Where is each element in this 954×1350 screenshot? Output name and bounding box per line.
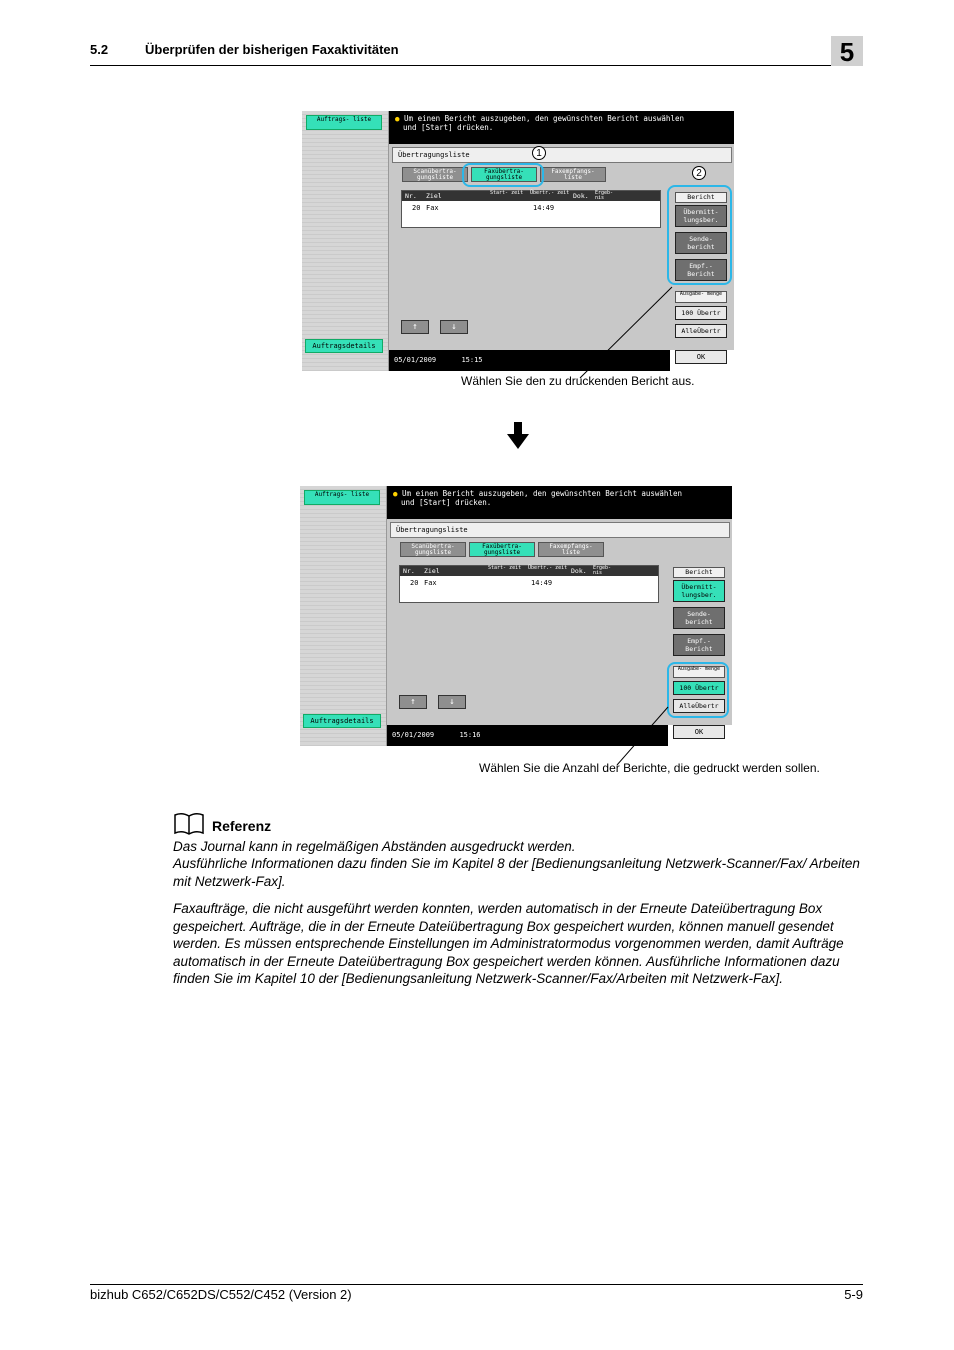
message-line-1: Um einen Bericht auszugeben, den gewünschten Bericht auswählen [404, 114, 684, 123]
footer-product: bizhub C652/C652DS/C552/C452 (Version 2) [90, 1287, 352, 1302]
col-ergebnis: Ergeb- nis [593, 565, 612, 576]
reference-line-1: Das Journal kann in regelmäßigen Abständen ausgedruckt werden. [173, 839, 576, 854]
send-report-button[interactable]: Sende- bericht [675, 232, 727, 254]
message-line-1: Um einen Bericht auszugeben, den gewünschten Bericht auswählen [402, 489, 682, 498]
message-line-2: und [Start] drücken. [401, 498, 492, 507]
cell-time: 14:49 [533, 204, 555, 212]
job-list-button[interactable]: Auftrags- liste [304, 490, 380, 505]
book-icon [173, 811, 205, 837]
output-all-button[interactable]: AlleÜbertr [675, 324, 727, 338]
tab-fax-transmission-list[interactable]: Faxübertra- gungsliste [469, 542, 535, 557]
col-ergebnis: Ergeb- nis [595, 190, 614, 201]
receive-report-button[interactable]: Empf.- Bericht [673, 634, 725, 656]
tab-fax-transmission-list[interactable]: Faxübertra- gungsliste [471, 167, 537, 182]
send-report-button[interactable]: Sende- bericht [673, 607, 725, 629]
output-quantity-label: Ausgabe- menge [673, 666, 725, 678]
receive-report-button[interactable]: Empf.- Bericht [675, 259, 727, 281]
ok-button[interactable]: OK [675, 350, 727, 364]
col-nr: Nr. [403, 567, 415, 575]
message-line-2: und [Start] drücken. [403, 123, 494, 132]
tab-scan-transmission-list[interactable]: Scanübertra- gungsliste [400, 542, 466, 557]
col-startzeit: Start- zeit [488, 565, 522, 571]
scroll-down-button[interactable]: ↓ [438, 695, 466, 709]
col-dok: Dok. [571, 567, 587, 575]
transmission-report-button[interactable]: Übermitt- lungsber. [673, 580, 725, 602]
reference-line-2: Ausführliche Informationen dazu finden Sie im Kapitel 8 der [Bedienungsanleitung Netzwerk-Scanner/Fax/ Arbeiten mit Netzwerk-Fax]. [173, 856, 860, 889]
scroll-up-button[interactable]: ↑ [401, 320, 429, 334]
callout-2: 2 [692, 166, 706, 180]
cell-nr: 20 [412, 204, 421, 212]
callout-1: 1 [532, 146, 546, 160]
status-date: 05/01/2009 [392, 731, 435, 739]
scroll-down-button[interactable]: ↓ [440, 320, 468, 334]
col-startzeit: Start- zeit [490, 190, 524, 196]
caption-1: Wählen Sie den zu druckenden Bericht aus. [461, 374, 695, 388]
col-ziel: Ziel [426, 192, 442, 200]
scroll-up-button[interactable]: ↑ [399, 695, 427, 709]
output-all-button[interactable]: AlleÜbertr [673, 699, 725, 713]
job-details-button[interactable]: Auftragsdetails [305, 339, 383, 353]
lightbulb-icon: ● [395, 114, 400, 123]
chapter-number: 5 [831, 36, 863, 66]
caption-2: Wählen Sie die Anzahl der Berichte, die gedruckt werden sollen. [479, 761, 820, 775]
section-title: Überprüfen der bisherigen Faxaktivitäten [145, 42, 399, 57]
transmission-report-button[interactable]: Übermitt- lungsber. [675, 205, 727, 227]
lightbulb-icon: ● [393, 489, 398, 498]
tab-fax-reception-list[interactable]: Faxempfangs- liste [538, 542, 604, 557]
col-dok: Dok. [573, 192, 589, 200]
tab-fax-reception-list[interactable]: Faxempfangs- liste [540, 167, 606, 182]
output-100-button[interactable]: 100 Übertr [673, 681, 725, 695]
report-label: Bericht [673, 567, 725, 578]
reference-paragraph-2: Faxaufträge, die nicht ausgeführt werden konnten, werden automatisch in der Erneute Dateiübertragung Box gespeichert. Aufträge, die in der Erneute Dateiübertragung Box gespeichert wurden, können manuell gesendet werden. Es müssen entsprechende Einstellungen im Administratormodus vorgenommen werden, damit Aufträge automatisch in der Erneute Dateiübertragung Box gespeichert werden können. Ausführliche Informationen dazu finden Sie im Kapitel 10 der [Bedienungsanleitung Netzwerk-Scanner/Fax/Arbeiten mit Netzwerk-Fax]. [173, 901, 844, 987]
cell-time: 14:49 [531, 579, 553, 587]
panel-title: Übertragungsliste [392, 147, 732, 163]
col-ziel: Ziel [424, 567, 440, 575]
status-time: 15:16 [459, 731, 481, 739]
footer-rule [90, 1284, 863, 1285]
job-details-button[interactable]: Auftragsdetails [303, 714, 381, 728]
cell-ziel: Fax [426, 204, 439, 212]
reference-title: Referenz [212, 818, 272, 834]
cell-nr: 20 [410, 579, 419, 587]
report-label: Bericht [675, 192, 727, 203]
cell-ziel: Fax [424, 579, 437, 587]
col-uebertrzeit: Übertr.- zeit [528, 565, 568, 571]
col-nr: Nr. [405, 192, 417, 200]
status-date: 05/01/2009 [394, 356, 437, 364]
section-number: 5.2 [90, 42, 109, 57]
status-time: 15:15 [461, 356, 483, 364]
tab-scan-transmission-list[interactable]: Scanübertra- gungsliste [402, 167, 468, 182]
output-100-button[interactable]: 100 Übertr [675, 306, 727, 320]
ok-button[interactable]: OK [673, 725, 725, 739]
footer-page-number: 5-9 [844, 1287, 863, 1302]
output-quantity-label: Ausgabe- menge [675, 291, 727, 303]
col-uebertrzeit: Übertr.- zeit [530, 190, 570, 196]
panel-title: Übertragungsliste [390, 522, 730, 538]
job-list-button[interactable]: Auftrags- liste [306, 115, 382, 130]
